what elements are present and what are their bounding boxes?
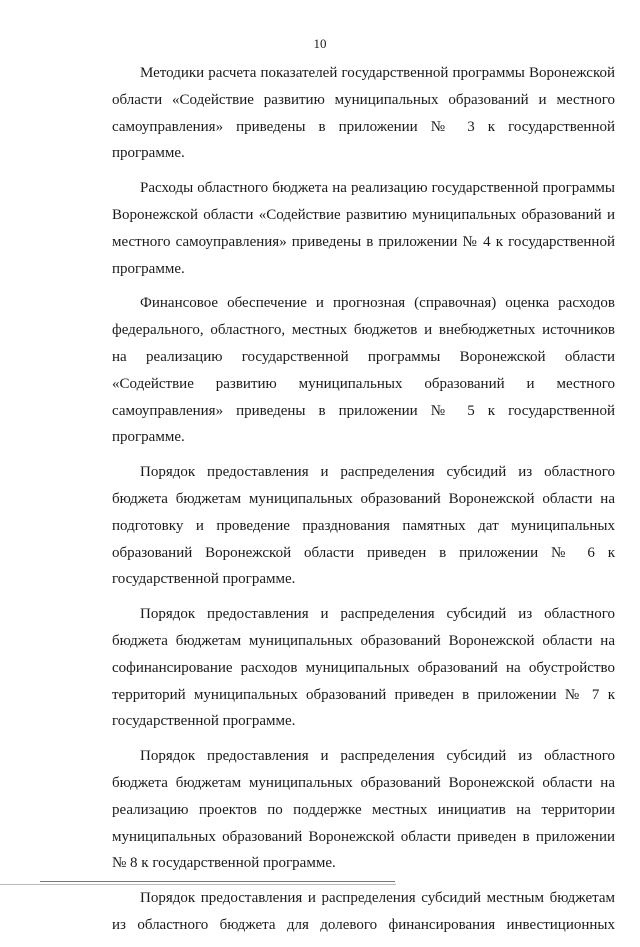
footer-divider-shadow xyxy=(0,884,396,885)
paragraph-subsidy-memorial-dates: Порядок предоставления и распределения субсидий из областного бюджета бюджетам муниципальных образований Воронежской области на подготовку и проведение празднования памятных дат муниципальных образований Воронежской области приведен в приложении № 6 к государственной программе. xyxy=(112,464,615,588)
paragraph-financial-support: Финансовое обеспечение и прогнозная (справочная) оценка расходов федерального, областного, местных бюджетов и внебюджетных источников на реализацию государственной программы Воронежской области «Содействие развитию муниципальных образований и местного самоуправления» приведены в приложении № 5 к государственной программе. xyxy=(112,295,615,446)
page-number: 10 xyxy=(313,36,327,51)
paragraph-subsidy-local-initiatives: Порядок предоставления и распределения субсидий из областного бюджета бюджетам муниципальных образований Воронежской области на реализацию проектов по поддержке местных инициатив на территории муниципальных образований Воронежской области приведен в приложении № 8 к государственной программе. xyxy=(112,748,615,872)
paragraph-subsidy-territories: Порядок предоставления и распределения субсидий из областного бюджета бюджетам муниципальных образований Воронежской области на софинансирование расходов муниципальных образований на обустройство территорий муниципальных образований приведен в приложении № 7 к государственной программе. xyxy=(112,606,615,730)
paragraph-subsidy-investment: Порядок предоставления и распределения субсидий местным бюджетам из областного бюджета для долевого финансирования инвестиционных xyxy=(112,890,615,933)
paragraph-budget-expenses: Расходы областного бюджета на реализацию государственной программы Воронежской области «Содействие развитию муниципальных образований и местного самоуправления» приведены в приложении № 4 к государственной программе. xyxy=(112,180,615,277)
paragraph-methodology: Методики расчета показателей государственной программы Воронежской области «Содействие развитию муниципальных образований и местного самоуправления» приведены в приложении № 3 к государственной программе. xyxy=(112,65,615,162)
footer-divider xyxy=(40,881,395,882)
document-body xyxy=(112,60,615,947)
